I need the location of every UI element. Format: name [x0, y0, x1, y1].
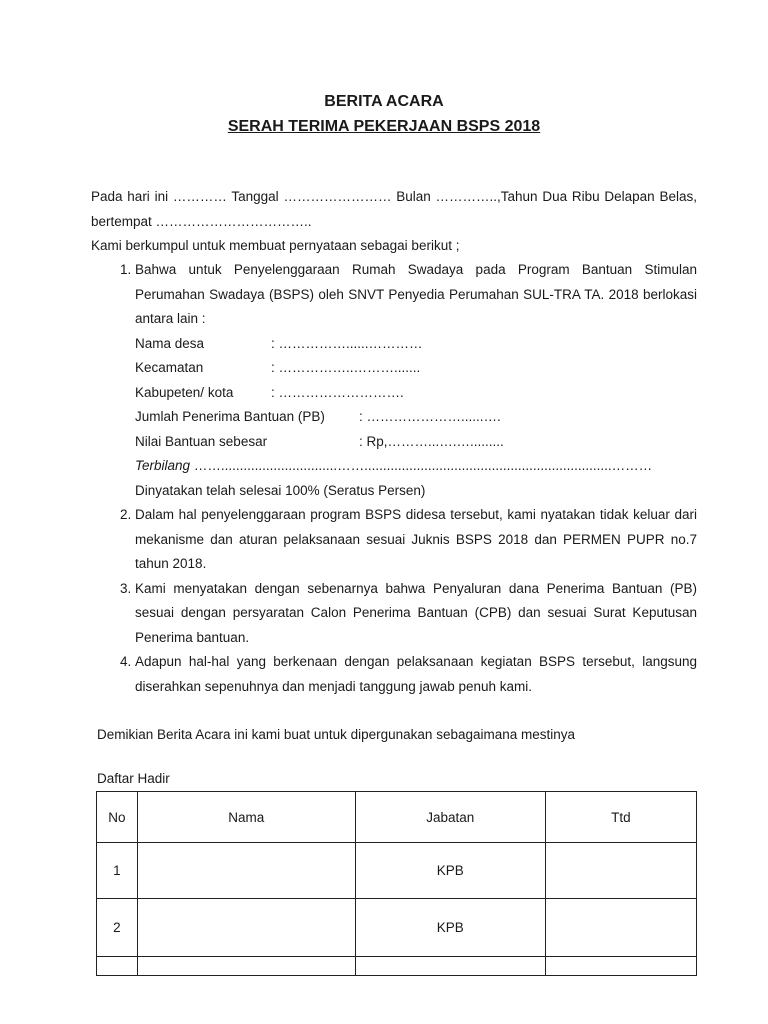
- table-row: [97, 899, 697, 957]
- document-subtitle: [0, 118, 768, 136]
- cell-nama: [137, 957, 355, 976]
- nilai-value: : Rp,………...….….........: [359, 433, 504, 449]
- field-row-desa: [135, 332, 697, 357]
- desa-value: : ……………......…………: [271, 335, 423, 351]
- intro-paragraph: Kami berkumpul untuk membuat pernyataan sebagai berikut ;: [91, 238, 460, 253]
- cell-nama: [137, 843, 355, 899]
- cell-no: 1: [97, 843, 138, 899]
- table-row: [97, 843, 697, 899]
- kecamatan-label: Kecamatan: [135, 360, 204, 375]
- statement-item-2: 2. Dalam hal penyelenggaraan program BSPS didesa tersebut, kami nyatakan tidak keluar dari mekanisme dan aturan pelaksanaan sesuai Juknis BSPS 2018 dan PERMEN PUPR no.7 tahun 2018.: [135, 503, 697, 577]
- closing-paragraph: Demikian Berita Acara ini kami buat untuk dipergunakan sebagaimana mestinya: [97, 727, 576, 742]
- statement-item-3: 3. Kami menyatakan dengan sebenarnya bahwa Penyaluran dana Penerima Bantuan (PB) sesuai dengan persyaratan Calon Penerima Bantuan (CPB) dan sesuai Surat Keputusan Penerima bantuan.: [135, 577, 697, 651]
- statement-item-4: 4. Adapun hal-hal yang berkenaan dengan pelaksanaan kegiatan BSPS tersebut, langsung diserahkan sepenuhnya dan menjadi tanggung jawab penuh kami.: [135, 650, 697, 699]
- terbilang-value: ……...............................……..................................................................………: [193, 458, 653, 473]
- statement-list: [91, 258, 697, 699]
- statement-1-text: 1. Bahwa untuk Penyelenggaraan Rumah Swadaya pada Program Bantuan Stimulan Perumahan Swadaya (BSPS) oleh SNVT Penyedia Perumahan SUL-TRA TA. 2018 berlokasi antara lain :: [135, 262, 697, 326]
- opening-paragraph: Pada hari ini ………… Tanggal …………………… Bulan …………..,Tahun Dua Ribu Delapan Belas, bertempat ……………………………..: [91, 189, 697, 229]
- terbilang-label: Terbilang: [135, 458, 191, 473]
- attendance-label: Daftar Hadir: [97, 771, 170, 786]
- column-header-no: No: [97, 792, 138, 843]
- column-header-nama: Nama: [137, 792, 355, 843]
- cell-no: 2: [97, 899, 138, 957]
- cell-ttd: [545, 957, 696, 976]
- completion-statement: Dinyatakan telah selesai 100% (Seratus Persen): [135, 482, 426, 498]
- field-row-kabupaten: [135, 381, 697, 406]
- kecamatan-value: : ……………..……….......: [271, 360, 421, 375]
- field-row-jumlah: [135, 405, 697, 430]
- field-row-terbilang: [135, 454, 697, 479]
- desa-label: Nama desa: [135, 335, 205, 351]
- cell-nama: [137, 899, 355, 957]
- attendance-table: [96, 791, 697, 976]
- table-row: [97, 957, 697, 976]
- kabupaten-label: Kabupeten/ kota: [135, 384, 234, 400]
- field-row-kecamatan: [135, 356, 697, 381]
- cell-jabatan: [355, 957, 545, 976]
- nilai-label: Nilai Bantuan sebesar: [135, 433, 268, 449]
- field-row-nilai: [135, 430, 697, 455]
- statement-item-1: [135, 258, 697, 503]
- document-title: BERITA ACARA: [324, 93, 444, 110]
- column-header-jabatan: Jabatan: [355, 792, 545, 843]
- jumlah-label: Jumlah Penerima Bantuan (PB): [135, 409, 325, 424]
- cell-ttd: [545, 843, 696, 899]
- attendance-header-row: [97, 792, 697, 843]
- cell-ttd: [545, 899, 696, 957]
- kabupaten-value: : ……………………….: [271, 384, 404, 400]
- cell-jabatan: KPB: [355, 843, 545, 899]
- jumlah-value: : …………………......….: [359, 409, 501, 424]
- column-header-ttd: Ttd: [545, 792, 696, 843]
- document-subtitle-text: SERAH TERIMA PEKERJAAN BSPS 2018: [227, 118, 541, 135]
- cell-no: [97, 957, 138, 976]
- cell-jabatan: KPB: [355, 899, 545, 957]
